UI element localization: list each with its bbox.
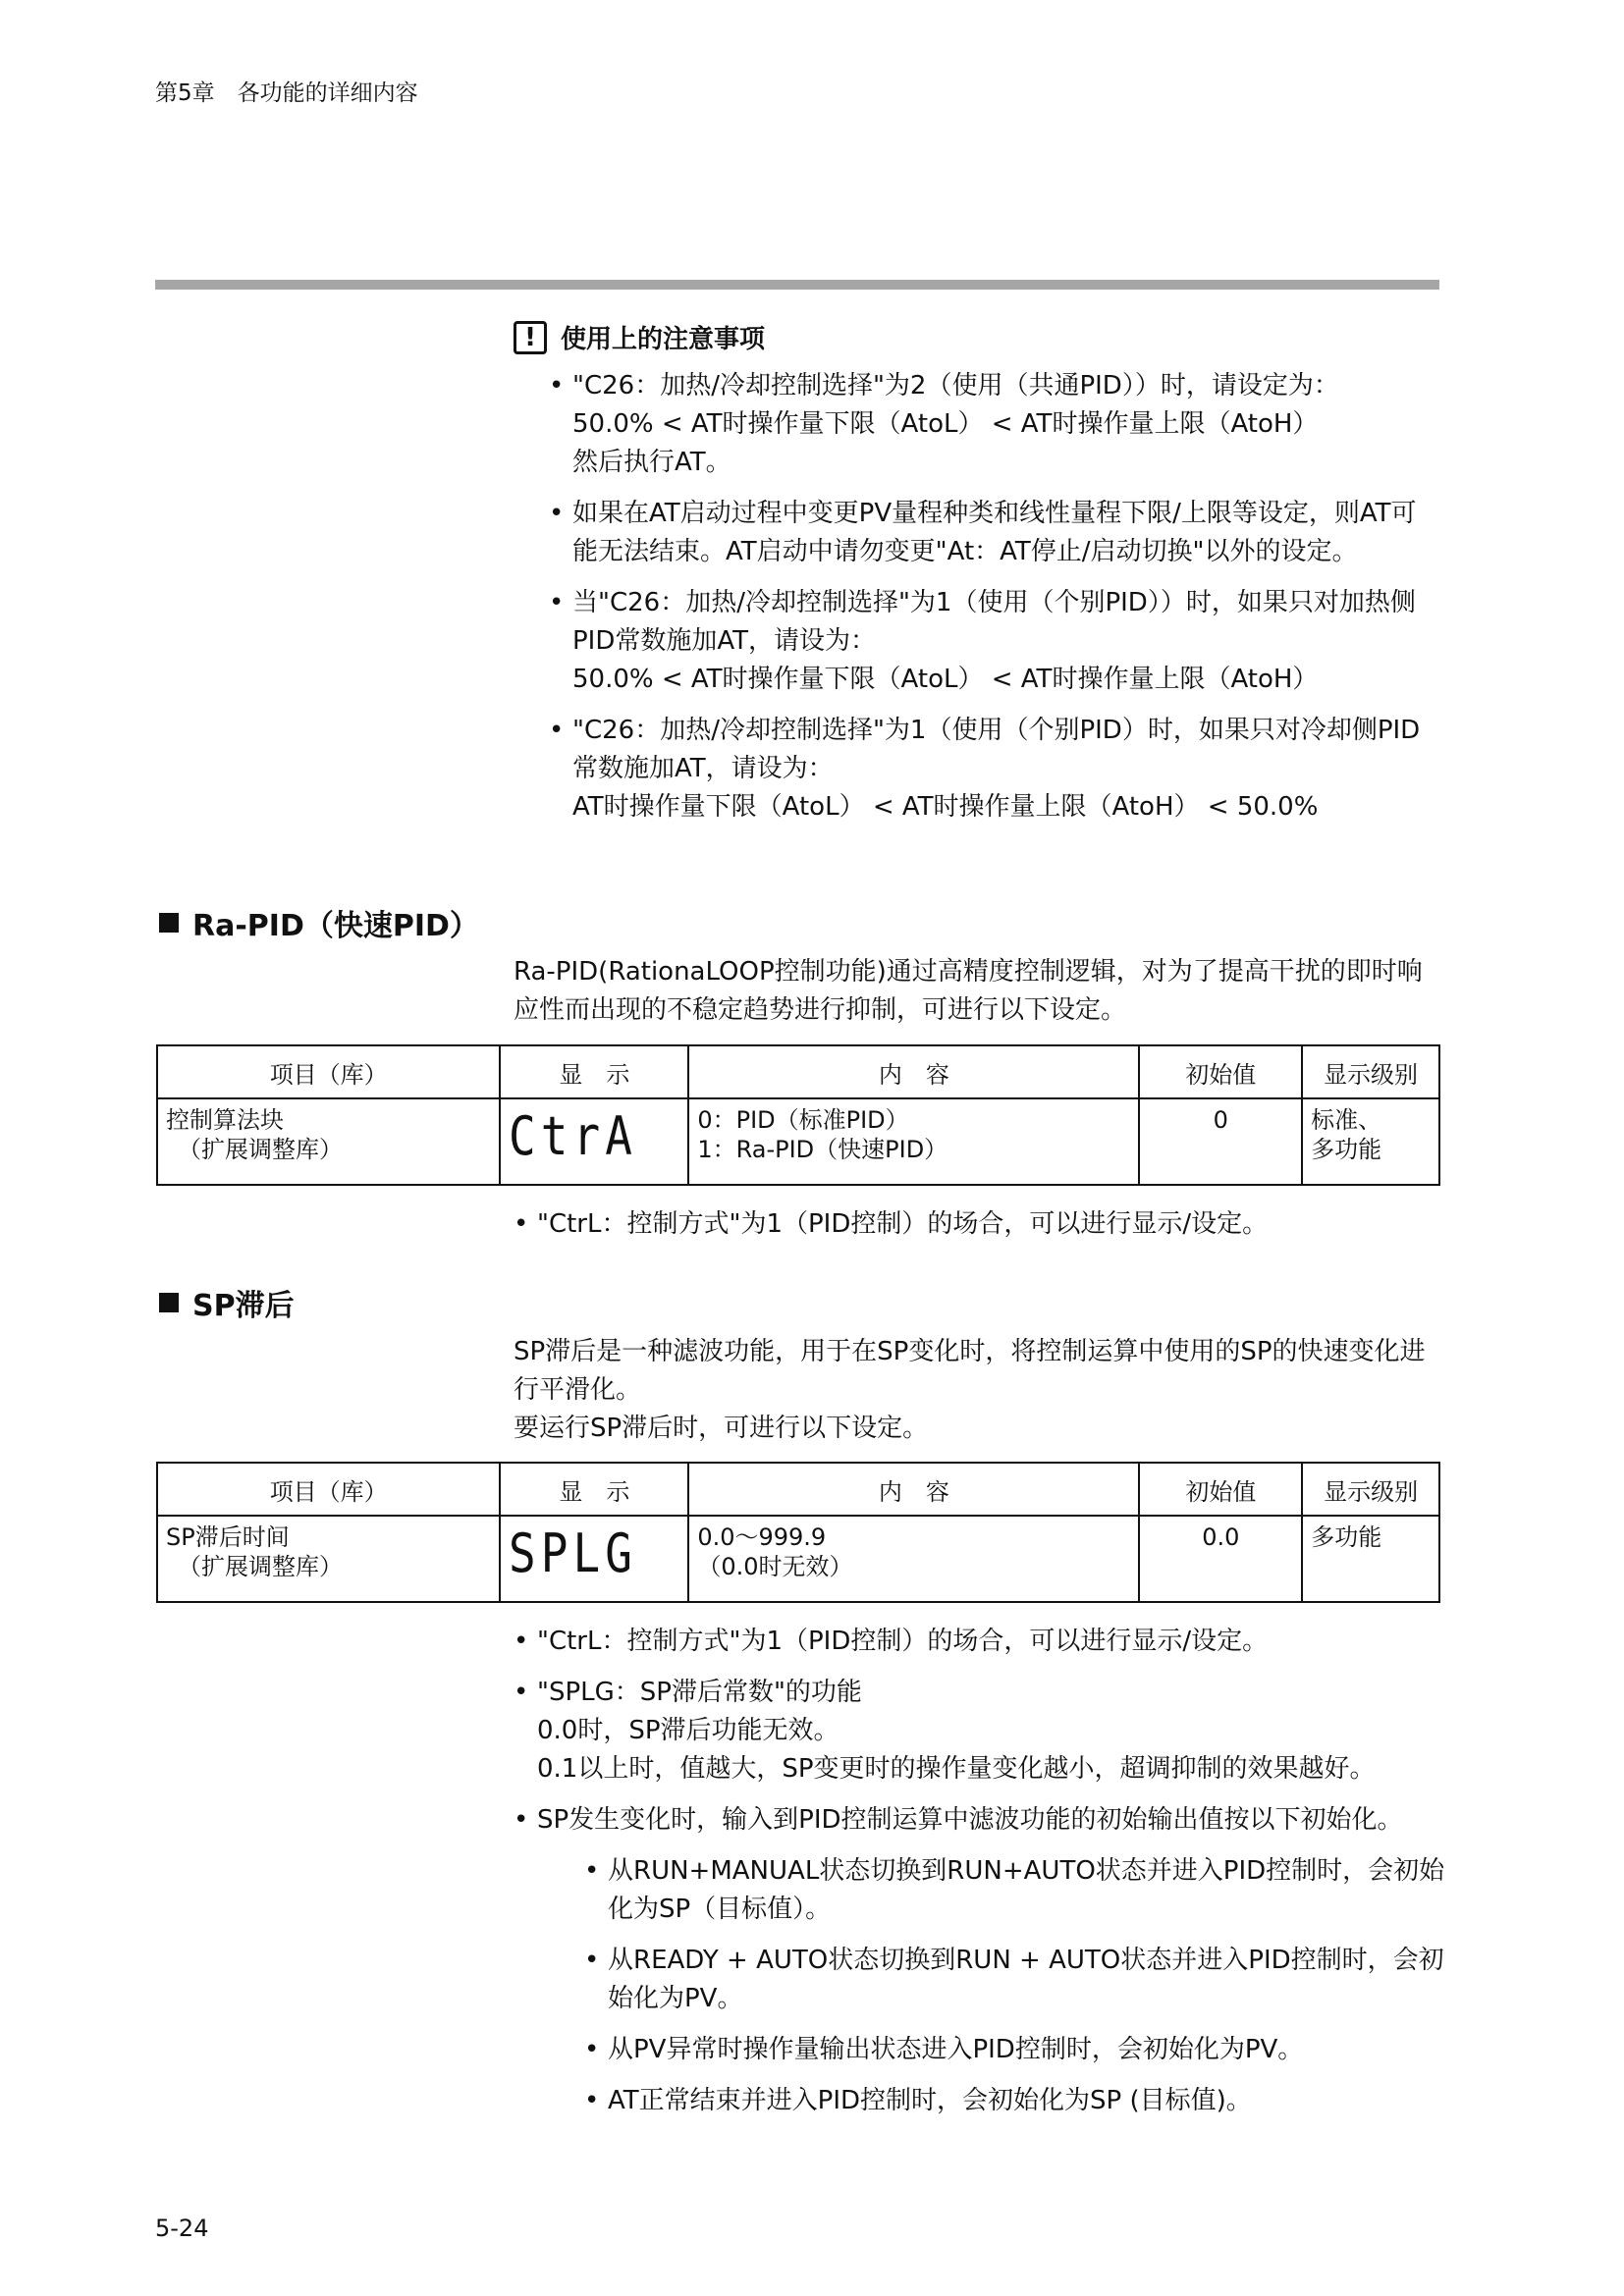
note-item: • "SPLG：SP滞后常数"的功能 0.0时，SP滞后功能无效。 0.1以上时，值越大，SP变更时的操作量变化越小，超调抑制的效果越好。	[514, 1674, 1446, 1789]
section-heading-rapid	[159, 901, 479, 944]
level-line: 多功能	[1311, 1136, 1382, 1163]
col-header: 项目（库）	[157, 1463, 500, 1516]
splag-notes	[514, 1623, 1446, 2133]
table-row	[157, 1516, 1439, 1602]
caution-item: • 当"C26：加热/冷却控制选择"为1（使用（个别PID））时，如果只对加热侧PID常数施加AT，请设为： 50.0% < AT时操作量下限（AtoL） < AT时操作量上限（AtoH）	[572, 584, 1436, 699]
sub-note-item: • 从READY + AUTO状态切换到RUN + AUTO状态并进入PID控制时，会初始化为PV。	[584, 1942, 1446, 2018]
col-header: 显 示	[500, 1045, 688, 1098]
item-library: （扩展调整库）	[178, 1553, 343, 1580]
sub-notes	[514, 1852, 1446, 2120]
page-number: 5-24	[155, 2215, 209, 2242]
caution-title: 使用上的注意事项	[561, 325, 766, 354]
section-title: SP滞后	[192, 1289, 295, 1323]
content-cell	[688, 1516, 1139, 1602]
rapid-settings-table	[156, 1044, 1440, 1186]
segment-display: SPLG	[509, 1522, 638, 1584]
rapid-notes	[514, 1205, 1446, 1256]
section-intro	[514, 1333, 1441, 1448]
splag-settings-table	[156, 1462, 1440, 1603]
col-header: 内 容	[688, 1463, 1139, 1516]
item-cell	[157, 1516, 500, 1602]
col-header: 显 示	[500, 1463, 688, 1516]
caution-item: • "C26：加热/冷却控制选择"为2（使用（共通PID））时，请设定为： 50.0% < AT时操作量下限（AtoL） < AT时操作量上限（AtoH） 然后执行AT。	[572, 367, 1436, 482]
bullet-square-icon	[159, 1293, 179, 1312]
caution-item: • "C26：加热/冷却控制选择"为1（使用（个别PID）时，如果只对冷却侧PID常数施加AT，请设为： AT时操作量下限（AtoL） < AT时操作量上限（AtoH） < 50.0%	[572, 712, 1436, 827]
initial-cell: 0	[1139, 1098, 1302, 1185]
segment-display: CtrA	[509, 1105, 638, 1167]
table-header-row	[157, 1045, 1439, 1098]
level-cell: 多功能	[1302, 1516, 1439, 1602]
initial-cell: 0.0	[1139, 1516, 1302, 1602]
item-cell	[157, 1098, 500, 1185]
section-intro: Ra-PID(RationaLOOP控制功能)通过高精度控制逻辑，对为了提高干扰的即时响应性而出现的不稳定趋势进行抑制，可进行以下设定。	[514, 957, 1423, 1025]
section-heading-splag	[159, 1281, 295, 1324]
content-line: （0.0时无效）	[697, 1553, 853, 1580]
col-header: 初始值	[1139, 1463, 1302, 1516]
note-item: • SP发生变化时，输入到PID控制运算中滤波功能的初始输出值按以下初始化。	[514, 1801, 1446, 1840]
sub-note-item: • AT正常结束并进入PID控制时，会初始化为SP (目标值)。	[584, 2082, 1446, 2120]
col-header: 项目（库）	[157, 1045, 500, 1098]
display-cell	[500, 1098, 688, 1185]
warning-icon: !	[514, 321, 547, 354]
sub-note-item: • 从PV异常时操作量输出状态进入PID控制时，会初始化为PV。	[584, 2031, 1446, 2069]
caution-heading	[514, 319, 1436, 355]
section-title: Ra-PID（快速PID）	[192, 909, 479, 943]
col-header: 初始值	[1139, 1045, 1302, 1098]
content-line: 1：Ra-PID（快速PID）	[697, 1136, 948, 1163]
bullet-square-icon	[159, 913, 179, 933]
intro-line: SP滞后是一种滤波功能，用于在SP变化时，将控制运算中使用的SP的快速变化进行平滑化。	[514, 1337, 1426, 1405]
level-cell	[1302, 1098, 1439, 1185]
caution-item: • 如果在AT启动过程中变更PV量程种类和线性量程下限/上限等设定，则AT可能无法结束。AT启动中请勿变更"At：AT停止/启动切换"以外的设定。	[572, 495, 1436, 571]
display-cell	[500, 1516, 688, 1602]
col-header: 显示级别	[1302, 1463, 1439, 1516]
table-row	[157, 1098, 1439, 1185]
caution-list	[514, 367, 1436, 827]
note-item: • "CtrL：控制方式"为1（PID控制）的场合，可以进行显示/设定。	[514, 1205, 1446, 1244]
col-header: 内 容	[688, 1045, 1139, 1098]
caution-block	[514, 319, 1436, 839]
sub-note-item: • 从RUN+MANUAL状态切换到RUN+AUTO状态并进入PID控制时，会初始化为SP（目标值）。	[584, 1852, 1446, 1929]
intro-line: 要运行SP滞后时，可进行以下设定。	[514, 1414, 929, 1443]
note-item: • "CtrL：控制方式"为1（PID控制）的场合，可以进行显示/设定。	[514, 1623, 1446, 1661]
chapter-header: 第5章 各功能的详细内容	[155, 80, 418, 106]
item-library: （扩展调整库）	[178, 1136, 343, 1163]
content-cell	[688, 1098, 1139, 1185]
item-label: 控制算法块	[166, 1106, 284, 1134]
level-line: 标准、	[1311, 1106, 1382, 1134]
table-header-row	[157, 1463, 1439, 1516]
header-rule	[155, 280, 1439, 290]
item-label: SP滞后时间	[166, 1523, 290, 1551]
content-line: 0：PID（标准PID）	[697, 1106, 909, 1134]
col-header: 显示级别	[1302, 1045, 1439, 1098]
content-line: 0.0～999.9	[697, 1523, 827, 1551]
